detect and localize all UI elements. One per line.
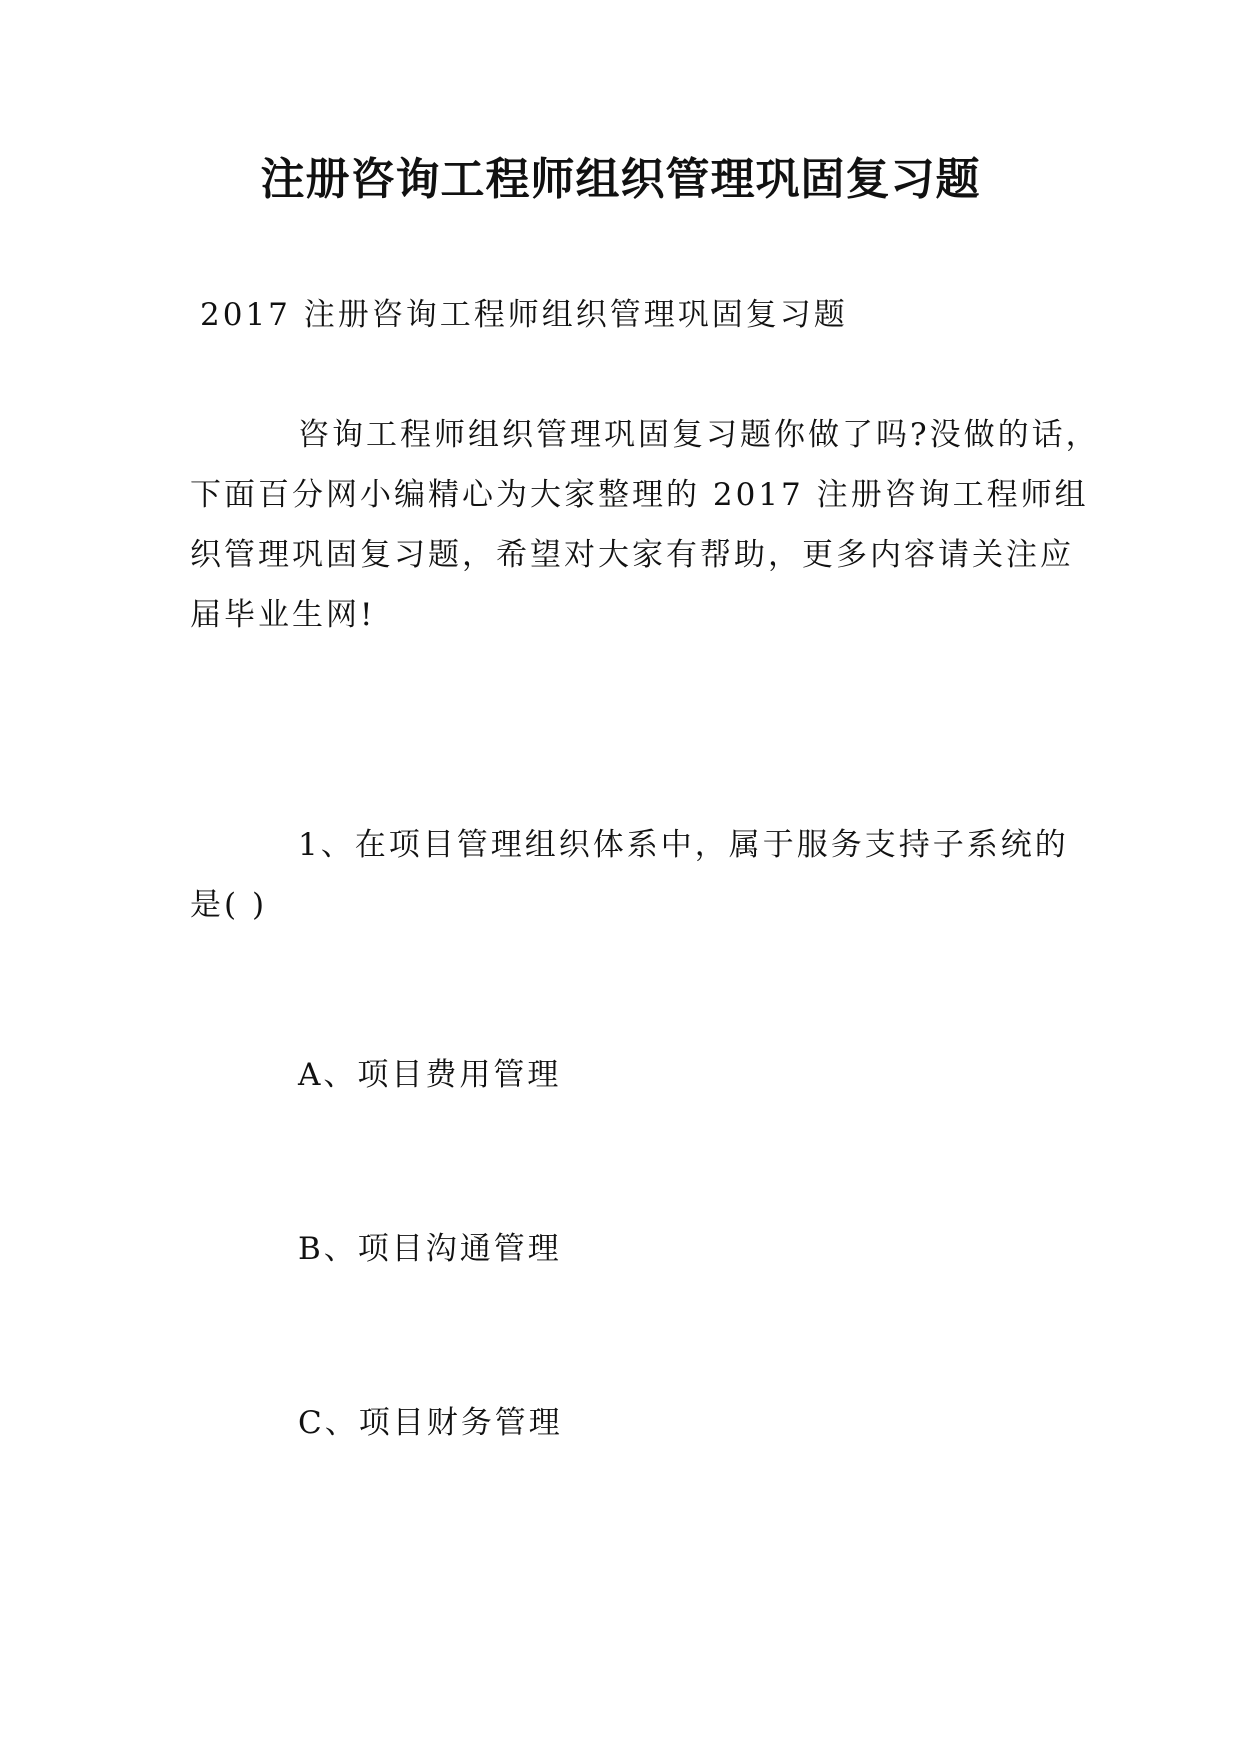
document-title: 注册咨询工程师组织管理巩固复习题 xyxy=(260,154,981,205)
intro-line: 下面百分网小编精心为大家整理的 2017 注册咨询工程师组 xyxy=(190,477,1089,513)
question-1 xyxy=(190,815,1069,935)
document-subtitle: 2017 注册咨询工程师组织管理巩固复习题 xyxy=(200,297,848,333)
intro-line: 届毕业生网! xyxy=(190,597,376,633)
question-1-line: 1、在项目管理组织体系中，属于服务支持子系统的 xyxy=(298,827,1069,863)
intro-line: 织管理巩固复习题，希望对大家有帮助，更多内容请关注应 xyxy=(190,537,1074,573)
option-c: C、项目财务管理 xyxy=(298,1405,563,1441)
intro-paragraph xyxy=(190,405,1100,645)
question-1-line: 是( ) xyxy=(190,887,268,923)
option-b: B、项目沟通管理 xyxy=(298,1231,562,1267)
intro-line: 咨询工程师组织管理巩固复习题你做了吗?没做的话， xyxy=(298,417,1100,453)
option-a: A、项目费用管理 xyxy=(298,1057,562,1093)
